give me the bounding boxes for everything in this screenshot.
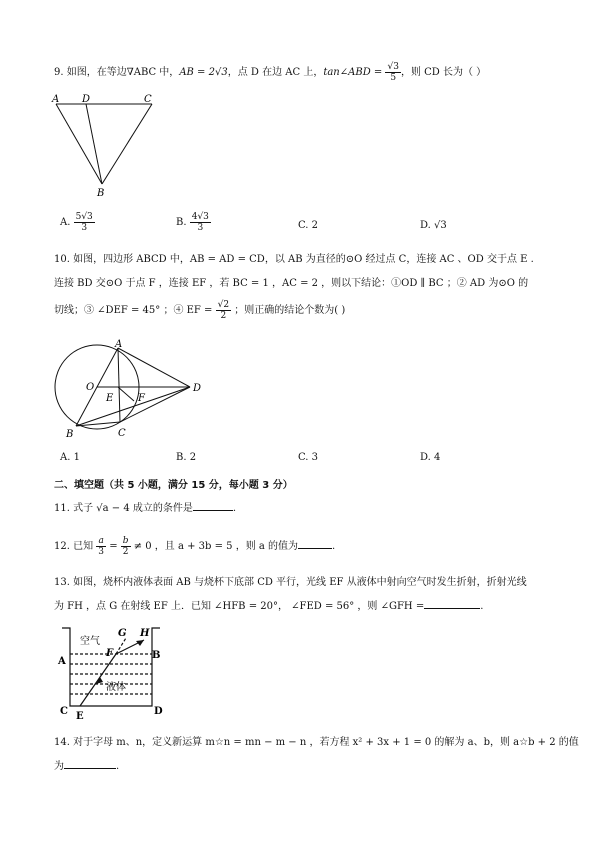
q13-label-d: D bbox=[154, 706, 163, 717]
q12-frac-b-num: b bbox=[122, 536, 129, 546]
q10-ef-fraction bbox=[216, 300, 231, 321]
q10-option-d: D. 4 bbox=[420, 452, 441, 463]
q10-figure bbox=[52, 338, 212, 442]
q10-ef-num: √2 bbox=[217, 300, 230, 310]
q9-stem bbox=[54, 62, 486, 83]
q10-label-a: A bbox=[115, 339, 123, 350]
q13-label-c: C bbox=[60, 706, 68, 717]
q13-beaker-figure bbox=[56, 622, 168, 722]
q10-label-c: C bbox=[118, 428, 126, 439]
q12-frac-b bbox=[121, 536, 131, 557]
q11-text: 11. 式子 √a − 4 成立的条件是 bbox=[54, 503, 193, 514]
q10-label-f: F bbox=[138, 393, 145, 404]
q13-line-2-pre: 为 FH ，点 G 在射线 EF 上．已知 ∠HFB = 20°， ∠FED = 56° ，则 ∠GFH = bbox=[54, 601, 425, 612]
q12-answer-blank[interactable] bbox=[298, 548, 332, 549]
q9-stem-mid2: ，点 D 在边 AC 上， bbox=[227, 67, 324, 78]
q12-frac-a-num: a bbox=[96, 536, 106, 547]
q14-line-2-pre: 为 bbox=[54, 761, 64, 772]
q10-option-c: C. 3 bbox=[298, 452, 319, 463]
q12 bbox=[54, 536, 335, 557]
q13-label-g: G bbox=[118, 628, 127, 639]
q9-option-a-num: 5√3 bbox=[75, 212, 93, 222]
q9-stem-prefix: 9. 如图，在等边 bbox=[54, 67, 127, 78]
q9-tan-denominator: 5 bbox=[390, 73, 397, 83]
q10-label-o: O bbox=[86, 382, 95, 393]
q9-ab-expression: AB = 2√3 bbox=[179, 67, 228, 78]
q14-line-2 bbox=[54, 760, 119, 774]
q13-label-b: B bbox=[152, 650, 161, 661]
q9-option-d: D. √3 bbox=[420, 220, 447, 231]
q12-frac-b-den: 2 bbox=[122, 547, 129, 557]
q9-stem-mid1: 中， bbox=[156, 67, 180, 78]
q9-option-b bbox=[176, 212, 211, 233]
q9-label-d: D bbox=[82, 94, 91, 105]
q14-answer-blank[interactable] bbox=[64, 768, 116, 769]
q13-label-air: 空气 bbox=[80, 636, 100, 647]
q9-tan-fraction bbox=[385, 62, 400, 83]
q12-post: ≠ 0 ，且 a + 3b = 5 ，则 a 的值为 bbox=[130, 541, 299, 552]
q13-answer-blank[interactable] bbox=[424, 608, 480, 609]
q12-pre: 12. 已知 bbox=[54, 541, 94, 552]
q13-label-e: E bbox=[76, 711, 84, 722]
q9-stem-end: ，则 CD 长为（ ） bbox=[400, 67, 487, 78]
q10-line-2: 连接 BD 交⊙O 于点 F ，连接 EF ，若 BC = 1 ，AC = 2 ，则以下结论：①OD ∥ BC ；② AD 为⊙O 的 bbox=[54, 278, 529, 289]
q13-label-f: F bbox=[106, 648, 114, 659]
q10-line-3-pre: 切线；③ ∠DEF = 45° ；④ EF = bbox=[54, 305, 213, 316]
q10-label-b: B bbox=[66, 429, 74, 440]
q10-line-1: 10. 如图，四边形 ABCD 中，AB = AD = CD，以 AB 为直径的⊙O 经过点 C，连接 AC 、OD 交于点 E . bbox=[54, 254, 534, 265]
q10-option-b: B. 2 bbox=[176, 452, 197, 463]
q10-option-a: A. 1 bbox=[60, 452, 80, 463]
q9-option-a bbox=[60, 212, 95, 233]
q13-label-a: A bbox=[58, 656, 66, 667]
q9-tan-numerator: √3 bbox=[387, 62, 399, 72]
q13-label-liquid: 液体 bbox=[106, 682, 126, 693]
q12-equals: = bbox=[106, 541, 121, 552]
q10-line-3-post: ；则正确的结论个数为( ) bbox=[234, 305, 346, 316]
q9-option-b-fraction bbox=[190, 212, 211, 233]
q13-label-h: H bbox=[140, 628, 150, 639]
q9-option-b-letter: B. bbox=[176, 217, 187, 228]
q9-triangle-name: ∇ABC bbox=[126, 67, 157, 78]
q10-line-3 bbox=[54, 300, 345, 321]
section-title-fill-in: 二、填空题（共 5 小题，满分 15 分，每小题 3 分） bbox=[54, 480, 293, 491]
q10-label-e: E bbox=[106, 393, 114, 404]
q11 bbox=[54, 502, 236, 516]
q9-option-a-letter: A. bbox=[60, 217, 71, 228]
q9-label-a: A bbox=[52, 94, 60, 105]
q9-label-c: C bbox=[144, 94, 152, 105]
q10-ef-den: 2 bbox=[220, 311, 227, 321]
q12-end: . bbox=[332, 541, 336, 552]
q11-end: . bbox=[232, 503, 237, 514]
q13-line-2-end: . bbox=[480, 601, 484, 612]
q9-tan-expression: tan∠ABD = bbox=[323, 67, 383, 78]
q9-figure bbox=[50, 92, 162, 200]
q9-option-a-den: 3 bbox=[81, 223, 88, 233]
q11-answer-blank[interactable] bbox=[193, 510, 233, 511]
q13-line-2 bbox=[54, 600, 483, 614]
q9-option-c: C. 2 bbox=[298, 220, 319, 231]
q9-option-b-den: 3 bbox=[197, 223, 204, 233]
q13-line-1: 13. 如图，烧杯内液体表面 AB 与烧杯下底部 CD 平行，光线 EF 从液体中射向空气时发生折射，折射光线 bbox=[54, 577, 527, 588]
q14-line-1: 14. 对于字母 m、n，定义新运算 m☆n = mn − m − n ，若方程 x² + 3x + 1 = 0 的解为 a、b，则 a☆b + 2 的值 bbox=[54, 737, 579, 748]
q10-label-d: D bbox=[193, 383, 202, 394]
q12-frac-a-den: 3 bbox=[98, 547, 105, 557]
q9-label-b: B bbox=[97, 188, 105, 199]
q9-option-b-num: 4√3 bbox=[191, 212, 209, 222]
q14-line-2-end: . bbox=[116, 761, 120, 772]
q12-frac-a bbox=[96, 536, 106, 557]
q9-option-a-fraction bbox=[74, 212, 95, 233]
